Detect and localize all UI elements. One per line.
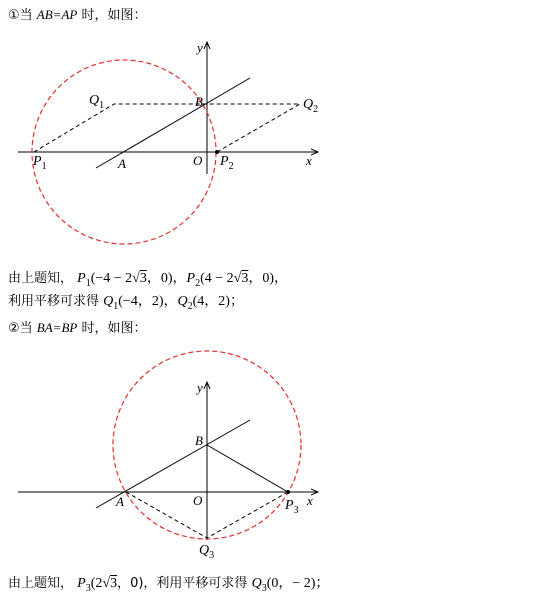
point-p3-dot <box>286 490 290 494</box>
p2-coordinates: $P_2(4 - 2√$ 3，0)， <box>187 271 288 286</box>
case1-result-prefix: 由上题知， <box>8 271 74 286</box>
case1-figure <box>0 22 545 257</box>
q3-coordinates: $Q_3(0$，− 2)； <box>251 576 330 594</box>
case2-condition: BA=BP <box>36 320 78 335</box>
segment-p2-q2 <box>217 104 300 152</box>
label-p1: $P_1$ <box>33 154 47 172</box>
case1-translate-prefix: 利用平移可求得 <box>8 294 104 309</box>
segment-b-p3 <box>207 445 288 492</box>
case1-result-line1 <box>8 267 288 289</box>
label-b: B <box>195 94 203 109</box>
label-origin: O <box>193 493 203 508</box>
label-q2: $Q_2$ <box>303 97 319 115</box>
label-y: y <box>197 380 203 395</box>
label-origin: O <box>193 153 203 168</box>
case2-heading <box>8 317 146 336</box>
label-p2: $P_2$ <box>220 154 234 172</box>
case2-result <box>8 572 329 594</box>
case1-result-line2 <box>8 290 244 312</box>
q1-coordinates: $Q_1(-4$，2)， <box>103 294 178 312</box>
q2-coordinates: $Q_2(4$，2)； <box>177 294 244 312</box>
parallelogram-q1 <box>34 104 300 152</box>
label-p3: $P_3$ <box>285 498 299 516</box>
label-x: x <box>307 493 313 508</box>
case2-result-prefix: 由上题知， <box>8 576 74 591</box>
label-x: x <box>306 153 312 168</box>
label-b: B <box>195 433 203 448</box>
case1-condition: AB=AP <box>36 7 78 22</box>
case2-heading-prefix: ②当 <box>8 321 37 336</box>
case2-translate-text: ，0)，利用平移可求得 <box>117 576 252 591</box>
p1-coordinates: $P_1(-4 - 2√$ 3，0)， <box>77 271 186 286</box>
case2-figure <box>0 340 545 560</box>
point-p2-dot <box>215 150 219 154</box>
case1-heading-prefix: ①当 <box>8 8 37 23</box>
p3-coordinates: $P_3(2√$ 3 <box>77 576 117 591</box>
label-q1: $Q_1$ <box>89 93 105 111</box>
label-y: y <box>197 40 203 55</box>
label-a: A <box>116 494 124 509</box>
case1-heading-suffix: 时，如图： <box>77 8 147 23</box>
label-a: A <box>118 156 126 171</box>
label-q3: $Q_3$ <box>199 543 215 560</box>
case2-heading-suffix: 时，如图： <box>77 321 147 336</box>
case1-heading <box>8 4 146 23</box>
